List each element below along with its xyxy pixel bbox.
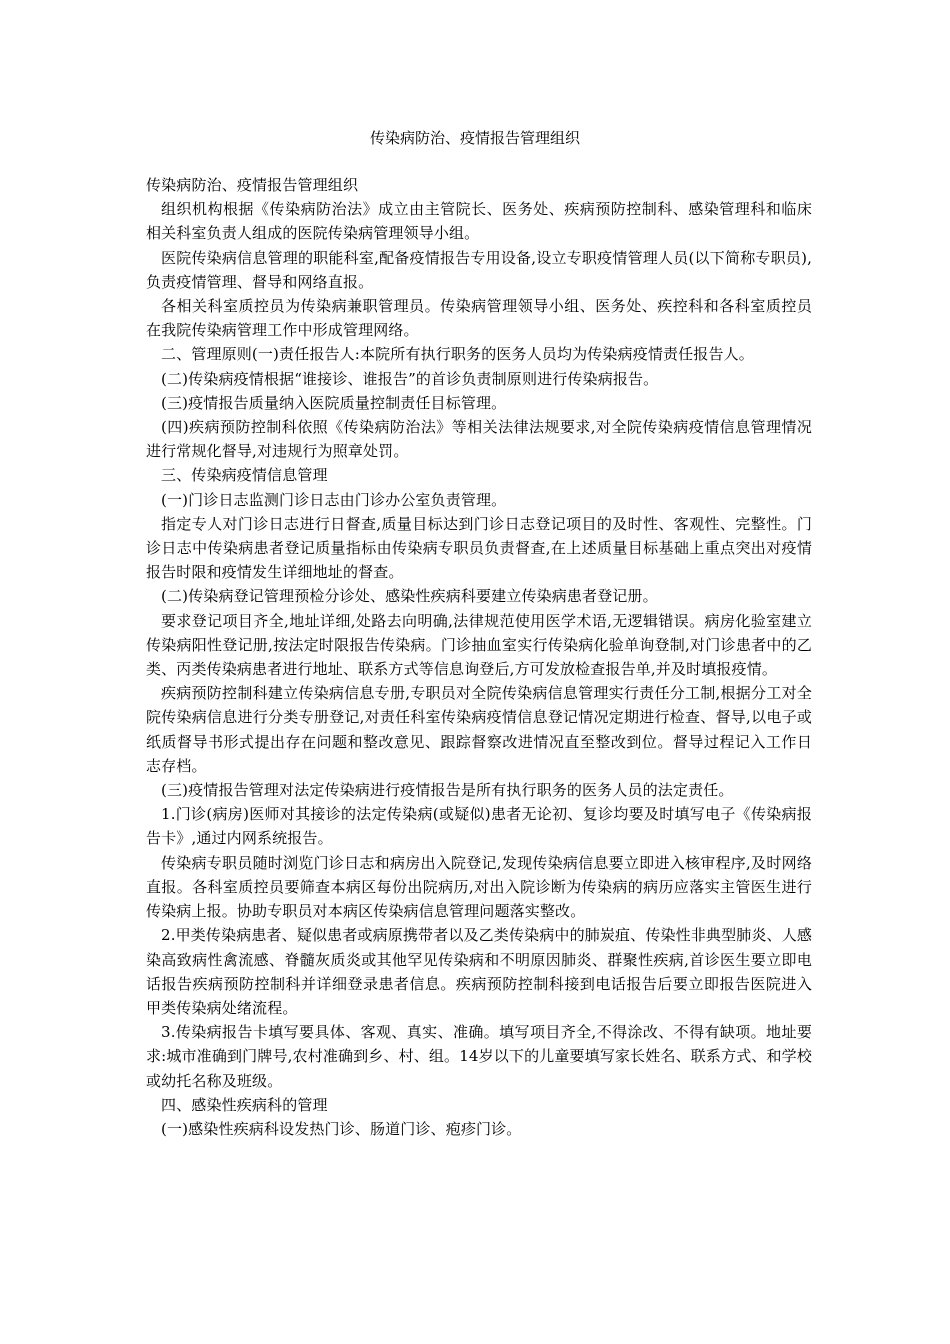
document-title: 传染病防治、疫情报告管理组织 — [369, 129, 580, 147]
document-body — [146, 173, 812, 1141]
paragraph: 要求登记项目齐全,地址详细,处路去向明确,法律规范使用医学术语,无逻辑错误。病房化验室建立传染病阳性登记册,按法定时限报告传染病。门诊抽血室实行传染病化验单询登制,对门诊患者中的乙类、丙类传染病患者进行地址、联系方式等信息询登后,方可发放检查报告单,并及时填报疫情。 — [146, 611, 812, 679]
paragraph: (二)传染病疫情根据“谁接诊、谁报告”的首诊负责制原则进行传染病报告。 — [161, 369, 659, 388]
paragraph-heading: 传染病防治、疫情报告管理组织 — [146, 176, 359, 194]
section-heading: 四、感染性疾病科的管理 — [161, 1095, 328, 1114]
paragraph: 传染病专职员随时浏览门诊日志和病房出入院登记,发现传染病信息要立即进入核审程序,及时网络直报。各科室质控员要筛查本病区每份出院病历,对出入院诊断为传染病的病历应落实主管医生进行传染病上报。协助专职员对本病区传染病信息管理问题落实整改。 — [146, 853, 812, 921]
paragraph: (三)疫情报告质量纳入医院质量控制责任目标管理。 — [161, 393, 507, 412]
paragraph: 各相关科室质控员为传染病兼职管理员。传染病管理领导小组、医务处、疾控科和各科室质控员在我院传染病管理工作中形成管理网络。 — [146, 297, 812, 340]
paragraph: 医院传染病信息管理的职能科室,配备疫情报告专用设备,设立专职疫情管理人员(以下简称专职员),负责疫情管理、督导和网络直报。 — [146, 248, 812, 291]
paragraph: 指定专人对门诊日志进行日督查,质量目标达到门诊日志登记项目的及时性、客观性、完整性。门诊日志中传染病患者登记质量指标由传染病专职员负责督查,在上述质量目标基础上重点突出对疫情报告时限和疫情发生详细地址的督查。 — [146, 514, 812, 582]
section-heading: 三、传染病疫情信息管理 — [161, 466, 328, 485]
paragraph: 2.甲类传染病患者、疑似患者或病原携带者以及乙类传染病中的肺炭疽、传染性非典型肺炎、人感染高致病性禽流感、脊髓灰质炎或其他罕见传染病和不明原因肺炎、群聚性疾病,首诊医生要立即电话报告疾病预防控制科并详细登录患者信息。疾病预防控制科接到电话报告后要立即报告医院进入甲类传染病处绪流程。 — [146, 926, 812, 1017]
paragraph: (一)感染性疾病科设发热门诊、肠道门诊、疱疹门诊。 — [161, 1119, 522, 1138]
paragraph: 组织机构根据《传染病防治法》成立由主管院长、医务处、疾病预防控制科、感染管理科和临床相关科室负责人组成的医院传染病管理领导小组。 — [146, 200, 812, 243]
paragraph: 二、管理原则(一)责任报告人:本院所有执行职务的医务人员均为传染病疫情责任报告人。 — [161, 345, 754, 364]
paragraph: (一)门诊日志监测门诊日志由门诊办公室负责管理。 — [161, 490, 507, 509]
paragraph: (四)疾病预防控制科依照《传染病防治法》等相关法律法规要求,对全院传染病疫情信息管理情况进行常规化督导,对违规行为照章处罚。 — [146, 418, 812, 461]
paragraph: 1.门诊(病房)医师对其接诊的法定传染病(或疑似)患者无论初、复诊均要及时填写电子《传染病报告卡》,通过内网系统报告。 — [146, 805, 812, 848]
paragraph: (二)传染病登记管理预检分诊处、感染性疾病科要建立传染病患者登记册。 — [161, 587, 658, 606]
paragraph: 疾病预防控制科建立传染病信息专册,专职员对全院传染病信息管理实行责任分工制,根据分工对全院传染病信息进行分类专册登记,对责任科室传染病疫情信息登记情况定期进行检查、督导,以电子或纸质督导书形式提出存在问题和整改意见、跟踪督察改进情况直至整改到位。督导过程记入工作日志存档。 — [146, 684, 812, 775]
paragraph: 3.传染病报告卡填写要具体、客观、真实、准确。填写项目齐全,不得涂改、不得有缺项。地址要求:城市准确到门牌号,农村准确到乡、村、组。14岁以下的儿童要填写家长姓名、联系方式、和学校或幼托名称及班级。 — [146, 1023, 812, 1090]
paragraph: (三)疫情报告管理对法定传染病进行疫情报告是所有执行职务的医务人员的法定责任。 — [161, 781, 734, 800]
